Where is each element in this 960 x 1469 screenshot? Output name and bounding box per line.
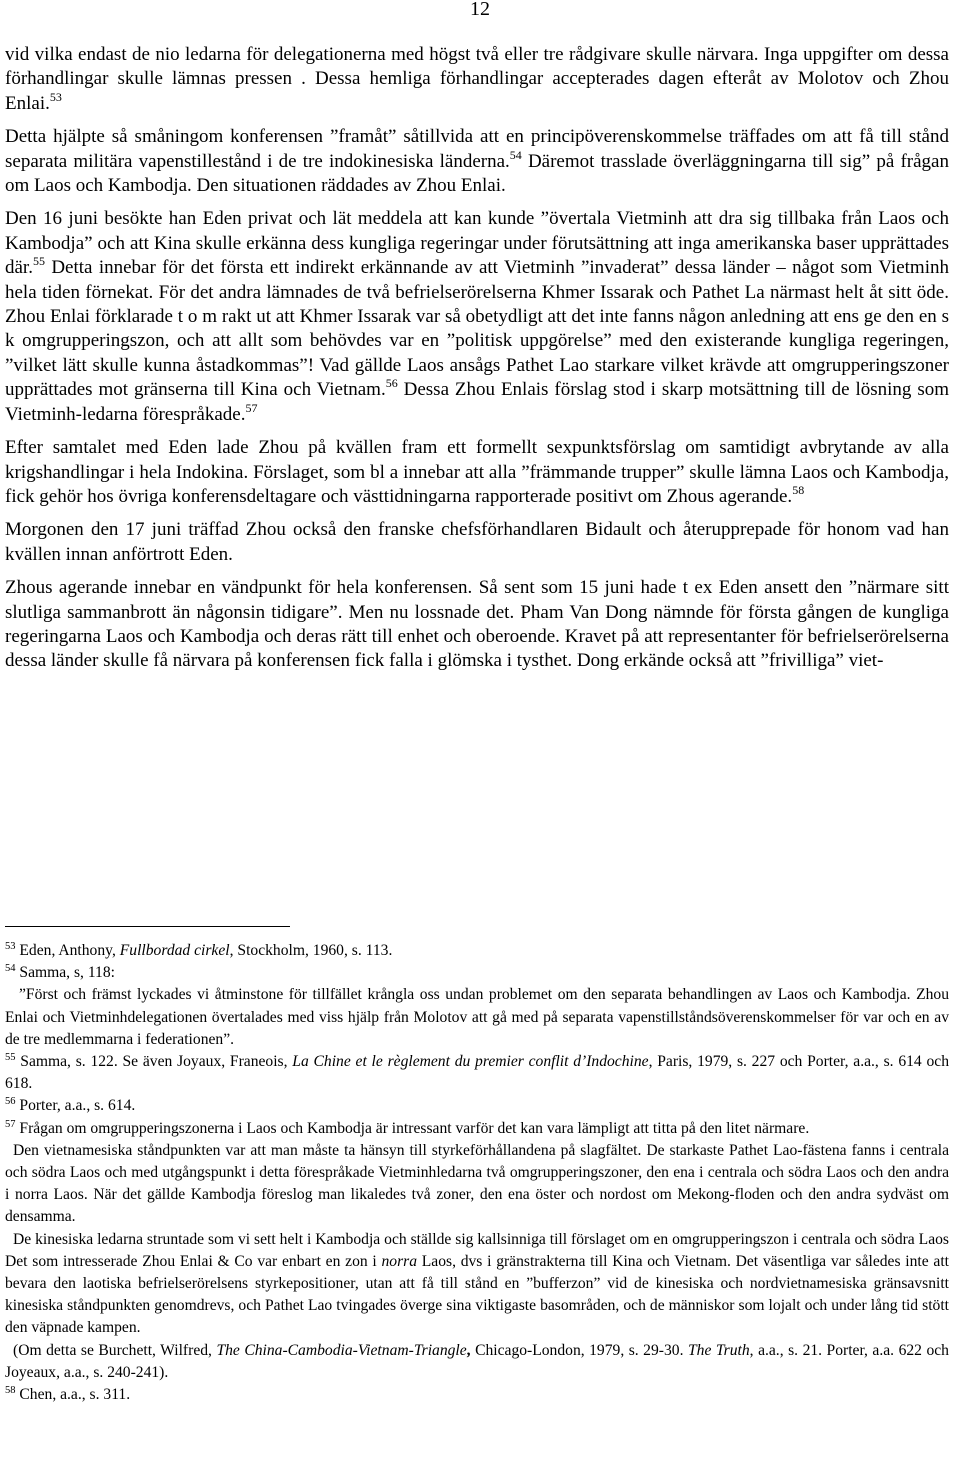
footnote-text: (Om detta se Burchett, Wilfred, — [13, 1341, 217, 1359]
paragraph-6 — [5, 576, 949, 674]
paragraph-1-text: vid vilka endast de nio ledarna för delegationerna med högst två eller tre rådgivare skulle närvara. Inga uppgifter om dessa förhandlingar skulle lämnas pressen . Dessa hemliga förhandlingar accepterades dagen efteråt av Molotov och Zhou Enlai. — [5, 44, 949, 114]
paragraph-5 — [5, 518, 949, 567]
footnote-book-title: The China-Cambodia-Vietnam-Triangle — [216, 1341, 467, 1359]
footnote-57-para-2 — [5, 1140, 949, 1229]
footnote-ref-58: 58 — [792, 482, 805, 497]
footnote-ref-55: 55 — [32, 254, 45, 269]
footnote-57 — [5, 1118, 949, 1140]
paragraph-6-text: Zhous agerande innebar en vändpunkt för hela konferensen. Så sent som 15 juni hade t ex Eden ansett den ”närmare sitt slutliga sammanbrott än någonsin tidigare”. Men nu lossnade det. Pham Van Dong nämnde för första gången de kungliga regeringarna Laos och Kambodja och deras rätt till enhet och oberoende. Kravet på att representanter för befrielserörelserna dessa länder skulle få närvara på konferensen fick falla i glömska i tysthet. Dong erkände också att ”frivilliga” viet- — [5, 577, 949, 672]
footnote-text: Laos, dvs i gränstrakterna till Kina och Vietnam. Det väsentliga var således inte att bevara den laotiska befrielserörelsens styrkepositioner, utan att få till stånd en ”bufferzon” vid de kinesiska och nordvietnamesiska gränsavsnitt kinesiska ståndpunkten genomdrevs, och Pathet Lao tvingades överge sina viktigaste basområden, och de människor som lojalt och under lång tid stött den väpnade kampen. — [5, 1252, 949, 1337]
footnote-ref-53: 53 — [49, 89, 62, 104]
paragraph-3-text-b: Detta innebar för det första ett indirekt erkännande av att Vietminh ”invaderat” dessa länder – något som Vietminh hela tiden förnekat. För det andra lämnades de två befrielserörelserna Khmer Issarak och Pathet La närmast helt åt sitt öde. Zhou Enlai förklarade t o m rakt ut att Khmer Issarak var så obetydligt att det inte fanns någon anledning att ens ge den en s k omgrupperingszon, och att allt som behövdes var en ”politisk uppgörelse” med den existerande kungliga regeringen, ”vilket lätt skulle kunna åstadkommas”! Vad gällde Laos ansågs Pathet Lao starkare vilket krävde att omgrupperingszoner upprättades mot gränserna till Kina och Vietnam. — [5, 257, 949, 401]
paragraph-4 — [5, 436, 949, 509]
footnote-53 — [5, 940, 949, 962]
footnote-54-quote — [5, 984, 949, 1051]
footnotes — [5, 940, 949, 1406]
footnote-quote-text: ”Först och främst lyckades vi åtminstone för tillfället krångla oss undan problemet om den separata behandlingen av Laos och Kambodja. Zhou Enlai och Vietminhdelegationen övertalades med viss hjälp från Molotov att gå med på separata vapenstillståndsöverenskommelser för var och en av de tre medlemmarna i federationen”. — [5, 986, 949, 1048]
footnote-ref-57: 57 — [245, 400, 258, 415]
paragraph-5-text: Morgonen den 17 juni träffad Zhou också den franske chefsförhandlaren Bidault och återupprepade för honom vad han kvällen innan anförtrott Eden. — [5, 519, 949, 565]
footnote-56 — [5, 1095, 949, 1117]
footnote-text: Frågan om omgrupperingszonerna i Laos och Kambodja är intressant varför det kan vara lämpligt att titta på den litet närmare. — [15, 1119, 810, 1137]
footnote-number: 55 — [5, 1052, 16, 1064]
footnote-book-title: The Truth — [687, 1341, 750, 1359]
paragraph-3 — [5, 207, 949, 427]
body-text — [5, 43, 949, 683]
footnote-text: Samma, s, 118: — [15, 964, 115, 982]
paragraph-3-text-c: Dessa Zhou Enlais förslag stod i skarp motsättning till de lösning som Vietminh-ledarna förespråkade. — [5, 379, 950, 425]
footnote-57-para-4 — [5, 1340, 949, 1384]
footnote-ref-54: 54 — [509, 147, 522, 162]
footnote-book-title: La Chine et le règlement du premier conflit d’Indochine — [292, 1053, 649, 1071]
footnote-ref-56: 56 — [385, 376, 398, 391]
footnote-text: Samma, s. 122. Se även Joyaux, Franeois, — [15, 1053, 293, 1071]
footnote-emphasis: norra — [381, 1252, 418, 1270]
footnote-55 — [5, 1051, 949, 1095]
footnote-number: 53 — [5, 941, 16, 952]
footnote-book-title: Fullbordad cirkel — [119, 942, 230, 959]
paragraph-3-text-a: Den 16 juni besökte han Eden privat och lät meddela att kan kunde ”övertala Vietminh att dra sig tillbaka från Laos och Kambodja” och att Kina skulle erkänna dess kungliga regeringar under förutsättning att inga amerikanska baser upprättades där. — [5, 208, 949, 279]
footnote-number: 58 — [5, 1385, 16, 1397]
paragraph-2-text-b: Däremot trasslade överläggningarna till sig” på frågan om Laos och Kambodja. Den situationen räddades av Zhou Enlai. — [5, 150, 949, 197]
footnote-separator — [5, 926, 290, 927]
footnote-text: Porter, a.a., s. 614. — [15, 1097, 136, 1115]
footnote-number: 56 — [5, 1096, 16, 1108]
paragraph-1 — [5, 43, 949, 116]
footnote-text: De kinesiska ledarna struntade som vi sett helt i Kambodja och ställde sig kallsinniga till förslaget om en omgrupperingszon i centrala och södra Laos Det som intresserade Zhou Enlai & Co var enbart en zon i — [5, 1230, 949, 1270]
paragraph-4-text: Efter samtalet med Eden lade Zhou på kvällen fram ett formellt sexpunktsförslag om samtidigt avbrytande av alla krigshandlingar i hela Indokina. Förslaget, som bl a innebar att alla ”främmande trupper” skulle lämna Laos och Kambodja, fick gehör hos övriga konferensdeltagare och västtidningarna rapporterade positivt om Zhous agerande. — [5, 437, 949, 507]
paragraph-2 — [5, 125, 949, 198]
page-number: 12 — [470, 0, 490, 20]
footnote-text: , Paris, 1979, s. 227 och Porter, a.a., s. 614 och 618. — [5, 1053, 949, 1093]
footnote-57-para-3 — [5, 1229, 949, 1340]
footnote-text: Chicago-London, 1979, s. 29-30. — [470, 1341, 688, 1359]
footnote-58 — [5, 1384, 949, 1406]
paragraph-2-text-a: Detta hjälpte så småningom konferensen ”framåt” såtillvida att en principöverenskommelse träffades om att få till stånd separata militära vapenstillestånd i de tre indokinesiska länderna. — [5, 126, 949, 172]
footnote-text: , Stockholm, 1960, s. 113. — [229, 942, 393, 959]
footnote-text: Chen, a.a., s. 311. — [15, 1386, 131, 1404]
footnote-text: Eden, Anthony, — [15, 942, 120, 959]
footnote-number: 57 — [5, 1118, 16, 1130]
footnote-54 — [5, 962, 949, 984]
footnote-comma: , — [466, 1341, 471, 1359]
footnote-text: Den vietnamesiska ståndpunkten var att man måste ta hänsyn till styrkeförhållandena på slagfältet. De starkaste Pathet Lao-fästena fanns i centrala och södra Laos och med utgångspunkt i detta förespråkade Vietminhledarna två omgrupperingszoner, den ena i centrala och södra Laos och den andra i norra Laos. När det gällde Kambodja föreslog man likaledes två zoner, den ena öster och nordost om Mekong-floden och den andra sydväst om densamma. — [5, 1141, 949, 1226]
footnote-number: 54 — [5, 963, 16, 975]
footnote-text: , a.a., s. 21. Porter, a.a. 622 och Joyeaux, a.a., s. 240-241). — [5, 1341, 949, 1381]
